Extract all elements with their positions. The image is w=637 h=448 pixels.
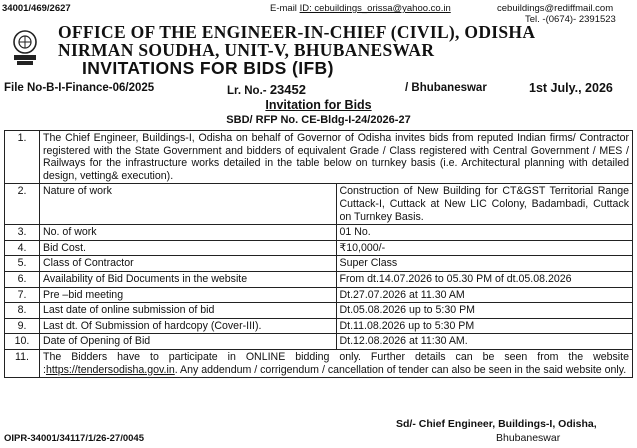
row-label: Last date of online submission of bid (40, 303, 337, 319)
oipr-number: OIPR-34001/34117/1/26-27/0045 (4, 433, 144, 444)
office-address: NIRMAN SOUDHA, UNIT-V, BHUBANESWAR (58, 40, 435, 60)
signature-line: Sd/- Chief Engineer, Buildings-I, Odisha, (396, 418, 597, 430)
letter-number-value: 23452 (269, 82, 306, 97)
row-label: No. of work (40, 225, 337, 241)
table-row (5, 318, 633, 334)
row-text (40, 349, 633, 377)
row-value: 01 No. (336, 225, 633, 241)
row-number: 10. (5, 334, 40, 350)
notice-date: 1st July., 2026 (529, 81, 613, 95)
row-number: 7. (5, 287, 40, 303)
row-label: Class of Contractor (40, 256, 337, 272)
row-number: 4. (5, 240, 40, 256)
table-row (5, 256, 633, 272)
letter-number (227, 82, 306, 97)
row-number: 3. (5, 225, 40, 241)
invitation-heading: Invitation for Bids (265, 98, 372, 112)
letter-number-label: Lr. No.- (227, 85, 267, 97)
bid-details-table (4, 130, 633, 378)
row-label: Bid Cost. (40, 240, 337, 256)
row-number: 11. (5, 349, 40, 377)
row-number: 1. (5, 131, 40, 184)
row-value: Super Class (336, 256, 633, 272)
email-link[interactable]: ID: cebuildings_orissa@yahoo.co.in (299, 3, 451, 14)
row-value: Construction of New Building for CT&GST Territorial Range Cuttack-I, Cuttack at New LIC Colony, Badambadi, Cuttack on Turnkey Basis. (336, 184, 633, 225)
row-label: Pre –bid meeting (40, 287, 337, 303)
row-value: ₹10,000/- (336, 240, 633, 256)
email-line (270, 3, 451, 14)
table-row (5, 287, 633, 303)
row-number: 2. (5, 184, 40, 225)
table-row (5, 349, 633, 377)
row-number: 6. (5, 271, 40, 287)
row-label: Last dt. Of Submission of hardcopy (Cover-III). (40, 318, 337, 334)
office-title: OFFICE OF THE ENGINEER-IN-CHIEF (CIVIL), ODISHA (58, 22, 536, 42)
ifb-title: INVITATIONS FOR BIDS (IFB) (82, 58, 334, 78)
table-row (5, 303, 633, 319)
odisha-emblem-icon (8, 28, 42, 68)
table-row (5, 271, 633, 287)
row-value: Dt.11.08.2026 up to 5:30 PM (336, 318, 633, 334)
row-text: The Chief Engineer, Buildings-I, Odisha on behalf of Governor of Odisha invites bids from reputed Indian firms/ Contractor registered with the State Government and bidders of equivalent Grade / Class registered with Central Government / MES / Railways for the infrastructure works detailed in the table below on turnkey basis (i.e. Architectural planning with detailed design, vetting& execution). (40, 131, 633, 184)
table-row (5, 240, 633, 256)
reference-number: 34001/469/2627 (2, 3, 71, 14)
row-label: Date of Opening of Bid (40, 334, 337, 350)
table-row (5, 334, 633, 350)
row-number: 9. (5, 318, 40, 334)
table-row (5, 131, 633, 184)
email-right[interactable]: cebuildings@rediffmail.com (497, 3, 614, 14)
row-label: Availability of Bid Documents in the website (40, 271, 337, 287)
table-row (5, 184, 633, 225)
row-label: Nature of work (40, 184, 337, 225)
place: / Bhubaneswar (405, 82, 487, 94)
table-row (5, 225, 633, 241)
email-label: E-mail (270, 3, 297, 14)
rfp-number: SBD/ RFP No. CE-Bldg-I-24/2026-27 (226, 114, 411, 126)
signature-place: Bhubaneswar (496, 432, 561, 444)
row-number: 5. (5, 256, 40, 272)
row-number: 8. (5, 303, 40, 319)
row-value: Dt.27.07.2026 at 11.30 AM (336, 287, 633, 303)
row-value: From dt.14.07.2026 to 05.30 PM of dt.05.08.2026 (336, 271, 633, 287)
row-value: Dt.05.08.2026 up to 5:30 PM (336, 303, 633, 319)
telephone: Tel. -(0674)- 2391523 (525, 14, 616, 25)
file-number: File No-B-I-Finance-06/2025 (4, 82, 155, 94)
row-value: Dt.12.08.2026 at 11:30 AM. (336, 334, 633, 350)
website-link[interactable]: https://tendersodisha.gov.in (45, 363, 175, 376)
row-text-before: The Bidders have to participate in ONLINE bidding only. Further details can be seen from the website : (43, 350, 629, 376)
row-text-after: . Any addendum / corrigendum / cancellation of tender can also be seen in the said website only. (174, 363, 627, 376)
